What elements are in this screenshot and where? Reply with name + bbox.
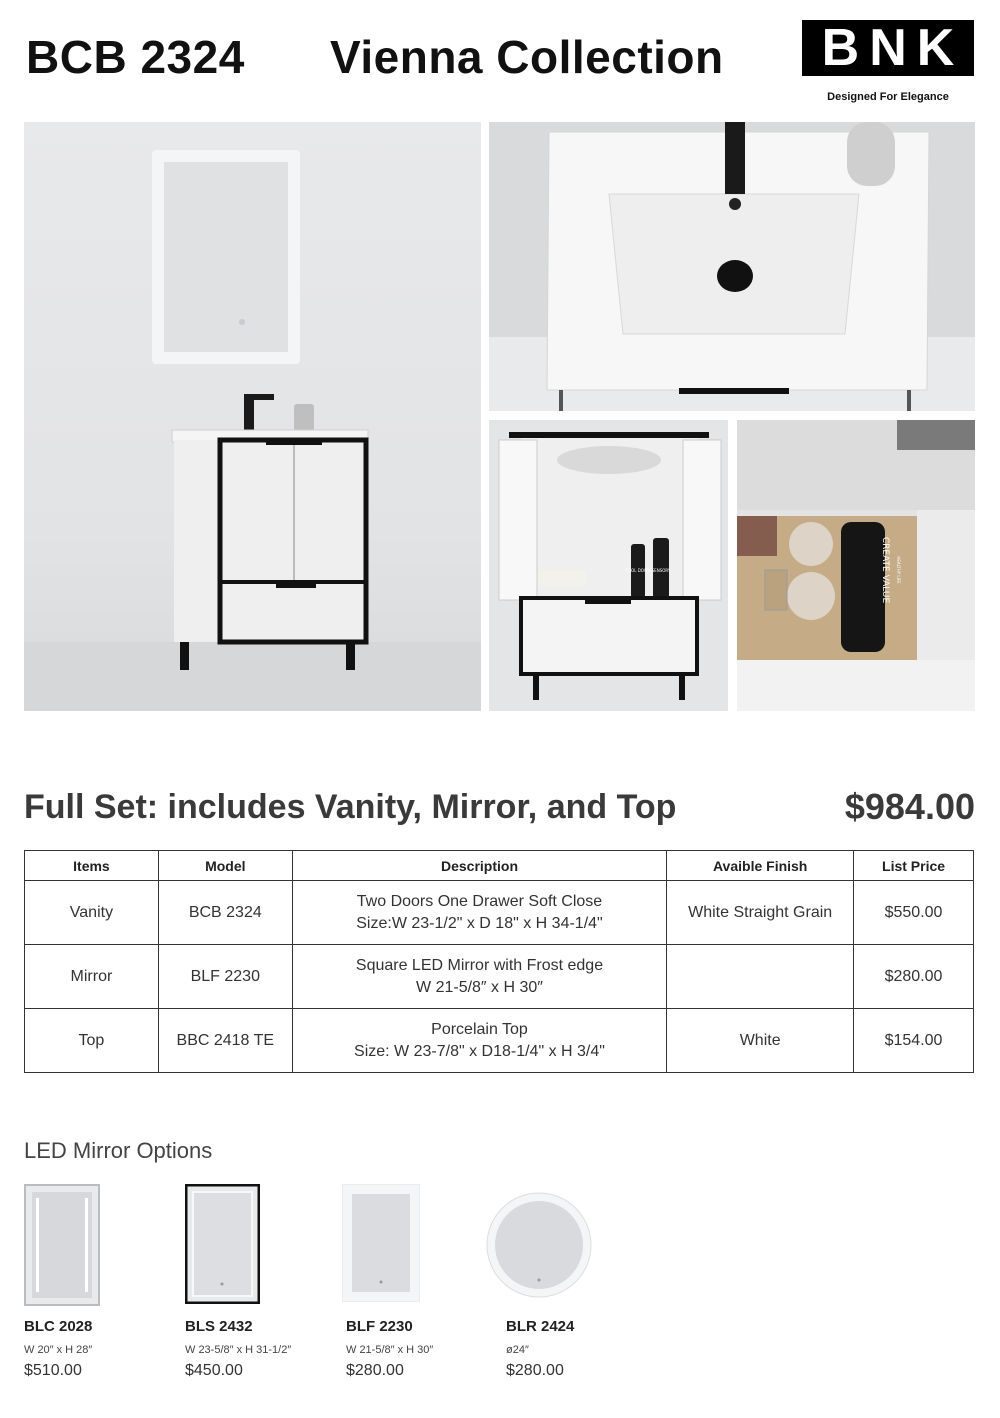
collection-title: Vienna Collection xyxy=(330,31,724,83)
header-finish: Avaible Finish xyxy=(667,851,854,881)
brand-logo: BNK xyxy=(802,20,974,76)
cell-item: Vanity xyxy=(25,881,159,945)
mirror-option-blr2424-image xyxy=(486,1192,592,1298)
bottle-label-sensory: SENSORY xyxy=(651,568,671,573)
mirror-option-dimensions: ø24″ xyxy=(506,1344,529,1356)
cell-item: Top xyxy=(25,1009,159,1073)
cell-finish: White Straight Grain xyxy=(667,881,854,945)
cell-model: BBC 2418 TE xyxy=(158,1009,292,1073)
table-row xyxy=(25,1009,974,1073)
mirror-option-model: BLC 2028 xyxy=(24,1318,93,1335)
brand-tagline: Designed For Elegance xyxy=(827,91,949,103)
mirror-option-dimensions: W 20″ x H 28″ xyxy=(24,1344,93,1356)
bottle-label-cool-down: COOL DOWN xyxy=(625,568,651,573)
cell-model: BLF 2230 xyxy=(158,945,292,1009)
sink-closeup-photo xyxy=(489,122,975,411)
mirror-option-model: BLR 2424 xyxy=(506,1318,575,1335)
full-set-heading: Full Set: includes Vanity, Mirror, and Top xyxy=(24,788,677,826)
cell-item: Mirror xyxy=(25,945,159,1009)
mirror-option-price: $450.00 xyxy=(185,1362,243,1379)
bottle-label-create-value: CREATE VALUE xyxy=(880,536,890,604)
cell-model: BCB 2324 xyxy=(158,881,292,945)
cell-price: $154.00 xyxy=(854,1009,974,1073)
mirror-option-price: $280.00 xyxy=(506,1362,564,1379)
mirror-option-bls2432-image xyxy=(185,1184,260,1304)
mirror-option-model: BLS 2432 xyxy=(185,1318,253,1335)
header-list-price: List Price xyxy=(854,851,974,881)
cell-description xyxy=(292,881,667,945)
mirror-option-price: $280.00 xyxy=(346,1362,404,1379)
bottle-label-healthy-life: HEALTHY LIFE xyxy=(896,556,901,584)
cell-finish xyxy=(667,945,854,1009)
header-items: Items xyxy=(25,851,159,881)
table-header-row xyxy=(25,851,974,881)
vanity-full-photo xyxy=(24,122,481,711)
cell-finish: White xyxy=(667,1009,854,1073)
description-line: Porcelain Top xyxy=(431,1020,528,1038)
cell-description xyxy=(292,945,667,1009)
led-mirror-options-title: LED Mirror Options xyxy=(24,1138,213,1163)
cell-price: $550.00 xyxy=(854,881,974,945)
cell-description xyxy=(292,1009,667,1073)
price-table xyxy=(24,850,974,1073)
open-cabinet-photo xyxy=(489,420,728,711)
open-drawer-photo xyxy=(737,420,975,711)
description-size: W 21-5/8″ x H 30″ xyxy=(416,978,543,996)
table-row xyxy=(25,881,974,945)
mirror-option-dimensions: W 23-5/8″ x H 31-1/2″ xyxy=(185,1344,292,1356)
mirror-option-blc2028-image xyxy=(24,1184,100,1306)
mirror-option-price: $510.00 xyxy=(24,1362,82,1379)
mirror-option-dimensions: W 21-5/8″ x H 30″ xyxy=(346,1344,434,1356)
table-row xyxy=(25,945,974,1009)
description-line: Two Doors One Drawer Soft Close xyxy=(356,892,603,910)
mirror-option-model: BLF 2230 xyxy=(346,1318,413,1335)
cell-price: $280.00 xyxy=(854,945,974,1009)
description-size: Size: W 23-7/8" x D18-1/4" x H 3/4" xyxy=(354,1042,605,1060)
header-model: Model xyxy=(158,851,292,881)
description-size: Size:W 23-1/2" x D 18" x H 34-1/4" xyxy=(356,914,603,932)
product-model-title: BCB 2324 xyxy=(26,31,245,83)
description-line: Square LED Mirror with Frost edge xyxy=(355,956,604,974)
full-set-total-price: $984.00 xyxy=(844,786,975,827)
header-description: Description xyxy=(292,851,667,881)
mirror-option-blf2230-image xyxy=(342,1184,420,1302)
